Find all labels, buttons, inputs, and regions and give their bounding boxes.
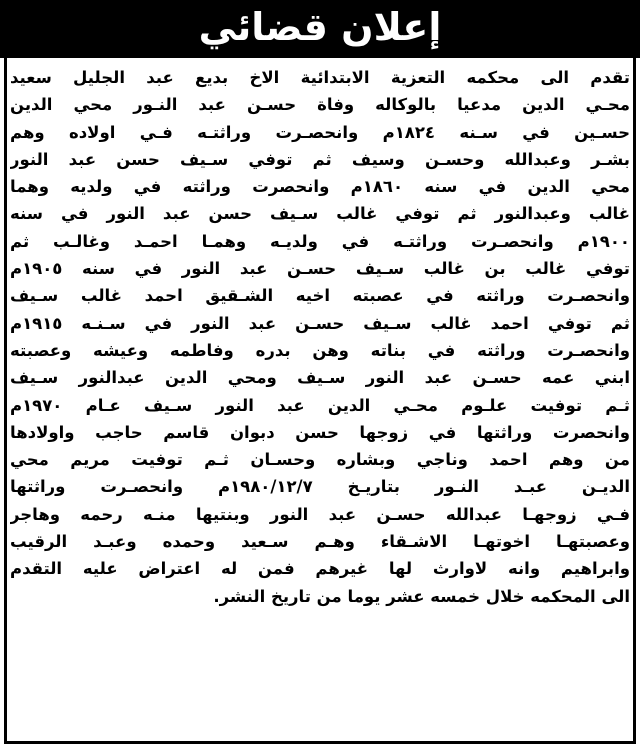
body-line: محـي الدين مدعيا بالوكاله وفاة حسـن عبد النـور محي الدين [10,95,630,115]
body-line: فـي زوجهـا عبدالله حسـن عبد النور وبنتيها منـه رحمه وهاجر [10,504,630,524]
body-line: وانحصـرت وراثته في بناته وهن بدره وفاطمه وعيشه وعصبته [10,340,630,360]
body-line: محي الدين في سنه ١٨٦٠م وانحصرت وراثته في ولديه وهما [10,177,630,197]
notice-body [10,64,630,610]
body-line: بشـر وعبدالله وحسـن وسيف ثم توفي سـيف حسن عبد النور [10,149,630,169]
body-line: ثم توفي احمد غالب سـيف حسـن عبد النور في سـنـه ١٩١٥م [10,313,630,333]
body-line: من وهم احمد وناجي وبشاره وحسـان ثـم توفيت مريم محي [10,450,630,470]
body-line: حسـين في سـنه ١٨٢٤م وانحصـرت وراثتـه فـي اولاده وهم [10,122,630,142]
body-line: وانحصـرت وراثته في عصبته اخيه الشـقيق احمد غالب سـيف [10,286,630,306]
body-line: ثـم توفيت علـوم محـي الدين عبد النور سـيف عـام ١٩٧٠م [10,395,630,415]
body-line-last: الى المحكمه خلال خمسه عشر يوما من تاريخ النشر. [213,586,630,606]
body-line: وابراهيم وانه لاوارث لها غيرهم فمن له اعتراض عليه التقدم [10,559,630,579]
body-line: ١٩٠٠م وانحصـرت وراثتـه في ولديـه وهمـا احمـد وغالـب ثم [10,231,630,251]
body-line: وانحصرت وراثتها في زوجها حسن دبوان قاسم حاجب واولادها [10,422,630,442]
body-line: غالب وعبدالنور ثم توفي غالب سـيف حسن عبد النور في سنه [10,204,630,224]
body-line: ابني عمه حسـن عبد النور سـيف ومحي الدين عبدالنور سـيف [10,368,630,388]
notice-title: إعلان قضائي [198,5,442,49]
body-line: وعصبتهـا اخوتهـا الاشـقاء وهـم سـعيد وحمده وعبـد الرقيب [10,532,630,552]
body-line: توفي غالب بن غالب سـيف حسـن عبد النور في سنه ١٩٠٥م [10,259,630,279]
body-line: تقدم الى محكمه التعزية الابتدائية الاخ بديع عبد الجليل سعيد [10,68,630,87]
body-line: الديـن عبـد النـور بتاريـخ ١٩٨٠/١٢/٧م وانحصـرت وراثتها [10,477,630,497]
title-bar [0,0,640,58]
